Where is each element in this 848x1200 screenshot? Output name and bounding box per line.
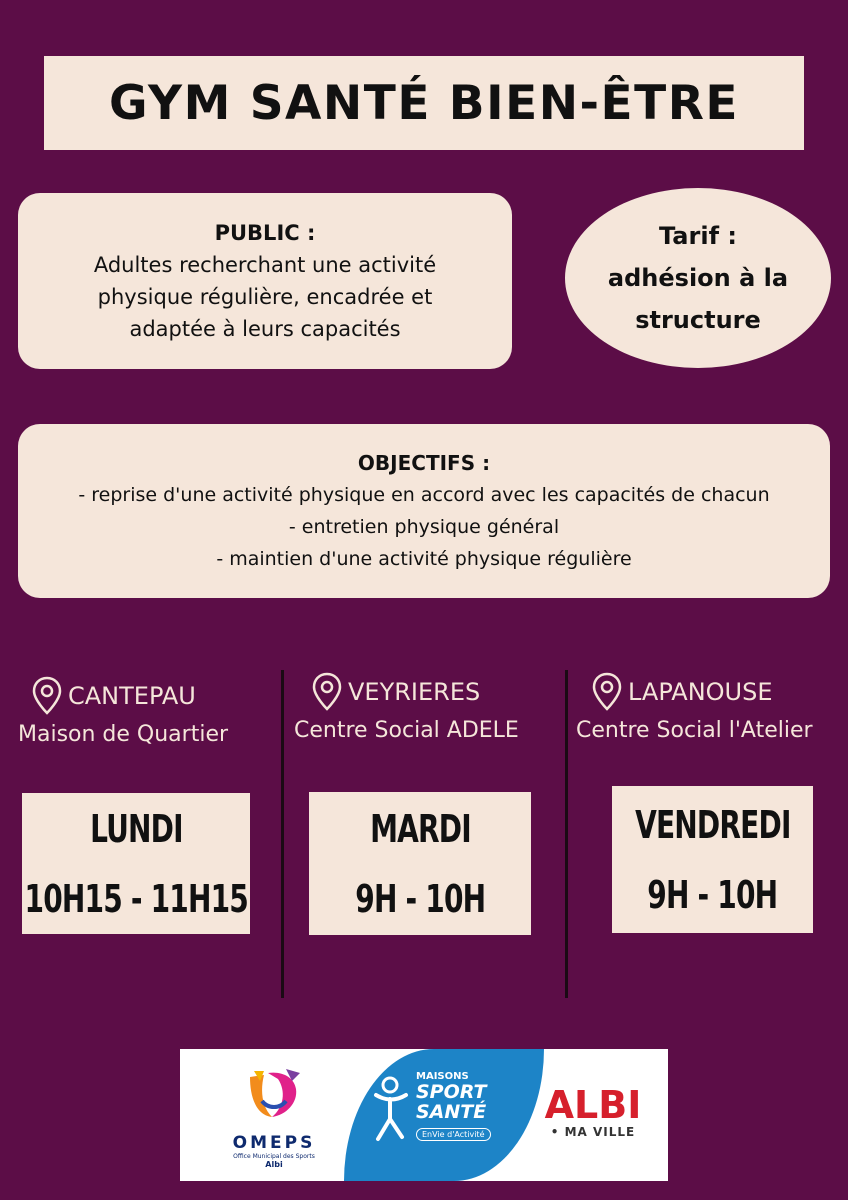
mss-sante-text: SANTÉ xyxy=(416,1101,487,1123)
public-box xyxy=(18,193,512,369)
schedule-lundi xyxy=(22,793,250,934)
schedule-vendredi xyxy=(612,786,813,933)
objectifs-line: - entretien physique général xyxy=(288,516,560,538)
map-pin-icon xyxy=(32,676,62,716)
tarif-line: structure xyxy=(635,306,761,334)
athlete-figure-icon xyxy=(368,1075,412,1145)
omeps-logo xyxy=(214,1067,334,1169)
partner-logos xyxy=(180,1049,668,1181)
mss-sport-text: SPORT xyxy=(416,1081,487,1103)
objectifs-box xyxy=(18,424,830,598)
time-label: 10H15 - 11H15 xyxy=(24,876,248,921)
objectifs-heading: OBJECTIFS : xyxy=(357,451,491,475)
city-name: CANTEPAU xyxy=(68,682,196,710)
time-label: 9H - 10H xyxy=(354,876,486,921)
city-name: VEYRIERES xyxy=(348,678,481,706)
objectifs-line: - maintien d'une activité physique régulière xyxy=(216,548,632,570)
maisons-sport-sante-logo xyxy=(370,1071,540,1141)
albi-tagline: • MA VILLE xyxy=(550,1125,636,1139)
omeps-name: OMEPS xyxy=(232,1133,316,1153)
omeps-subtitle: Office Municipal des Sports xyxy=(233,1153,315,1160)
day-label: LUNDI xyxy=(89,806,183,851)
page-title: GYM SANTÉ BIEN-ÊTRE xyxy=(108,75,740,131)
location-cantepau xyxy=(18,676,228,754)
time-label: 9H - 10H xyxy=(647,872,778,917)
venue-name: Centre Social l'Atelier xyxy=(576,718,813,743)
venue-name: Centre Social ADELE xyxy=(294,718,519,743)
tarif-line: adhésion à la xyxy=(607,264,789,292)
objectifs-line: - reprise d'une activité physique en accord avec les capacités de chacun xyxy=(78,484,770,506)
day-label: MARDI xyxy=(369,806,471,851)
location-lapanouse xyxy=(576,672,813,750)
omeps-mark-icon xyxy=(242,1067,306,1123)
public-line: adaptée à leurs capacités xyxy=(129,317,401,341)
albi-logo xyxy=(538,1085,648,1139)
tarif-line: Tarif : xyxy=(659,222,737,250)
title-banner xyxy=(44,56,804,150)
public-heading: PUBLIC : xyxy=(214,221,316,245)
mss-top-text: MAISONS xyxy=(416,1071,469,1082)
mss-tagline: EnVie d'Activité xyxy=(416,1128,491,1141)
day-label: VENDREDI xyxy=(634,802,791,847)
public-line: Adultes recherchant une activité xyxy=(93,253,437,277)
map-pin-icon xyxy=(592,672,622,712)
public-line: physique régulière, encadrée et xyxy=(97,285,433,309)
column-divider xyxy=(281,670,284,998)
location-veyrieres xyxy=(294,672,519,750)
column-divider xyxy=(565,670,568,998)
omeps-city: Albi xyxy=(265,1160,283,1169)
schedule-mardi xyxy=(309,792,531,935)
venue-name: Maison de Quartier xyxy=(18,722,229,747)
city-name: LAPANOUSE xyxy=(628,678,773,706)
tarif-oval xyxy=(565,188,831,368)
albi-wordmark: ALBI xyxy=(544,1083,642,1127)
map-pin-icon xyxy=(312,672,342,712)
